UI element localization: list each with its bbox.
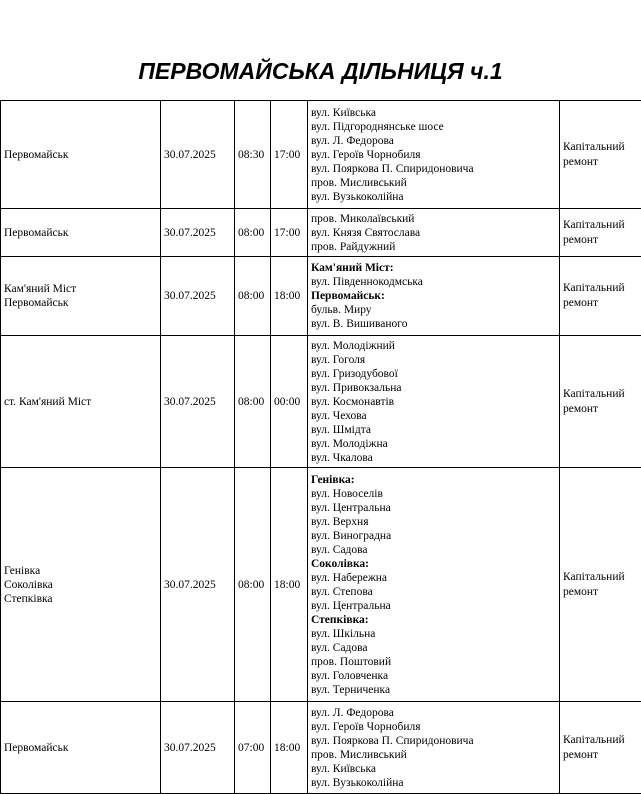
table-row [1,257,641,336]
reason-cell: Капітальний ремонт [560,468,641,702]
streets-cell [308,336,560,468]
location-name: Первомайськ [4,148,157,162]
settlement-heading: Генівка: [311,473,556,487]
street-name: вул. Пояркова П. Спиридоновича [311,734,556,748]
street-name: вул. Виноградна [311,529,556,543]
street-name: вул. Набережна [311,571,556,585]
end-time-cell: 18:00 [271,702,308,794]
date-cell: 30.07.2025 [161,101,235,209]
table-row [1,101,641,209]
table-row [1,209,641,257]
street-name: вул. Пояркова П. Спиридоновича [311,162,556,176]
page-title: ПЕРВОМАЙСЬКА ДІЛЬНИЦЯ ч.1 [0,56,641,86]
street-name: вул. Гризодубової [311,367,556,381]
street-name: вул. Терниченка [311,683,556,697]
settlement-heading: Соколівка: [311,557,556,571]
street-name: вул. Л. Федорова [311,134,556,148]
location-name: Соколівка [4,578,157,592]
date-cell: 30.07.2025 [161,468,235,702]
street-name: вул. Південнокодмська [311,275,556,289]
reason-cell: Капітальний ремонт [560,209,641,257]
streets-cell [308,468,560,702]
street-name: вул. Молодіжна [311,437,556,451]
street-name: пров. Миколаївський [311,212,556,226]
start-time-cell: 07:00 [235,702,271,794]
street-name: вул. Шмідта [311,423,556,437]
date-cell: 30.07.2025 [161,257,235,336]
street-name: вул. Князя Святослава [311,226,556,240]
location-name: Кам'яний Міст [4,282,157,296]
street-name: вул. Верхня [311,515,556,529]
reason-cell: Капітальний ремонт [560,257,641,336]
table-row [1,468,641,702]
start-time-cell: 08:00 [235,209,271,257]
street-name: вул. Привокзальна [311,381,556,395]
date-cell: 30.07.2025 [161,336,235,468]
location-cell [1,101,161,209]
end-time-cell: 18:00 [271,468,308,702]
street-name: вул. Головченка [311,669,556,683]
street-name: вул. Київська [311,762,556,776]
date-cell: 30.07.2025 [161,702,235,794]
street-name: вул. Молодіжний [311,339,556,353]
street-name: вул. Центральна [311,501,556,515]
outage-schedule-table [0,100,641,794]
street-name: пров. Райдужний [311,240,556,254]
location-name: ст. Кам'яний Міст [4,395,157,409]
start-time-cell: 08:00 [235,336,271,468]
street-name: вул. Центральна [311,599,556,613]
table-row [1,336,641,468]
street-name: вул. Вузькоколійна [311,776,556,790]
end-time-cell: 00:00 [271,336,308,468]
location-cell [1,209,161,257]
date-cell: 30.07.2025 [161,209,235,257]
street-name: вул. Садова [311,543,556,557]
street-name: вул. Київська [311,106,556,120]
end-time-cell: 18:00 [271,257,308,336]
start-time-cell: 08:00 [235,468,271,702]
settlement-heading: Степківка: [311,613,556,627]
start-time-cell: 08:30 [235,101,271,209]
reason-cell: Капітальний ремонт [560,702,641,794]
location-name: Степківка [4,592,157,606]
reason-cell: Капітальний ремонт [560,336,641,468]
street-name: вул. Чкалова [311,451,556,465]
location-name: Первомайськ [4,296,157,310]
end-time-cell: 17:00 [271,209,308,257]
street-name: вул. Героїв Чорнобиля [311,148,556,162]
location-cell [1,257,161,336]
street-name: вул. Героїв Чорнобиля [311,720,556,734]
settlement-heading: Кам'яний Міст: [311,261,556,275]
street-name: вул. Вузькоколійна [311,190,556,204]
street-name: вул. Космонавтів [311,395,556,409]
street-name: вул. Садова [311,641,556,655]
street-name: вул. Підгороднянське шосе [311,120,556,134]
street-name: вул. Новоселів [311,487,556,501]
start-time-cell: 08:00 [235,257,271,336]
street-name: вул. Степова [311,585,556,599]
street-name: вул. В. Вишиваного [311,317,556,331]
schedule-body [1,101,641,794]
street-name: бульв. Миру [311,303,556,317]
reason-cell: Капітальний ремонт [560,101,641,209]
street-name: вул. Л. Федорова [311,706,556,720]
streets-cell [308,209,560,257]
table-row [1,702,641,794]
location-name: Генівка [4,564,157,578]
location-name: Первомайськ [4,741,157,755]
street-name: пров. Поштовий [311,655,556,669]
end-time-cell: 17:00 [271,101,308,209]
streets-cell [308,702,560,794]
settlement-heading: Первомайськ: [311,289,556,303]
location-name: Первомайськ [4,226,157,240]
street-name: пров. Мисливський [311,176,556,190]
street-name: вул. Шкільна [311,627,556,641]
location-cell [1,468,161,702]
streets-cell [308,257,560,336]
street-name: пров. Мисливський [311,748,556,762]
street-name: вул. Чехова [311,409,556,423]
streets-cell [308,101,560,209]
location-cell [1,702,161,794]
location-cell [1,336,161,468]
street-name: вул. Гоголя [311,353,556,367]
